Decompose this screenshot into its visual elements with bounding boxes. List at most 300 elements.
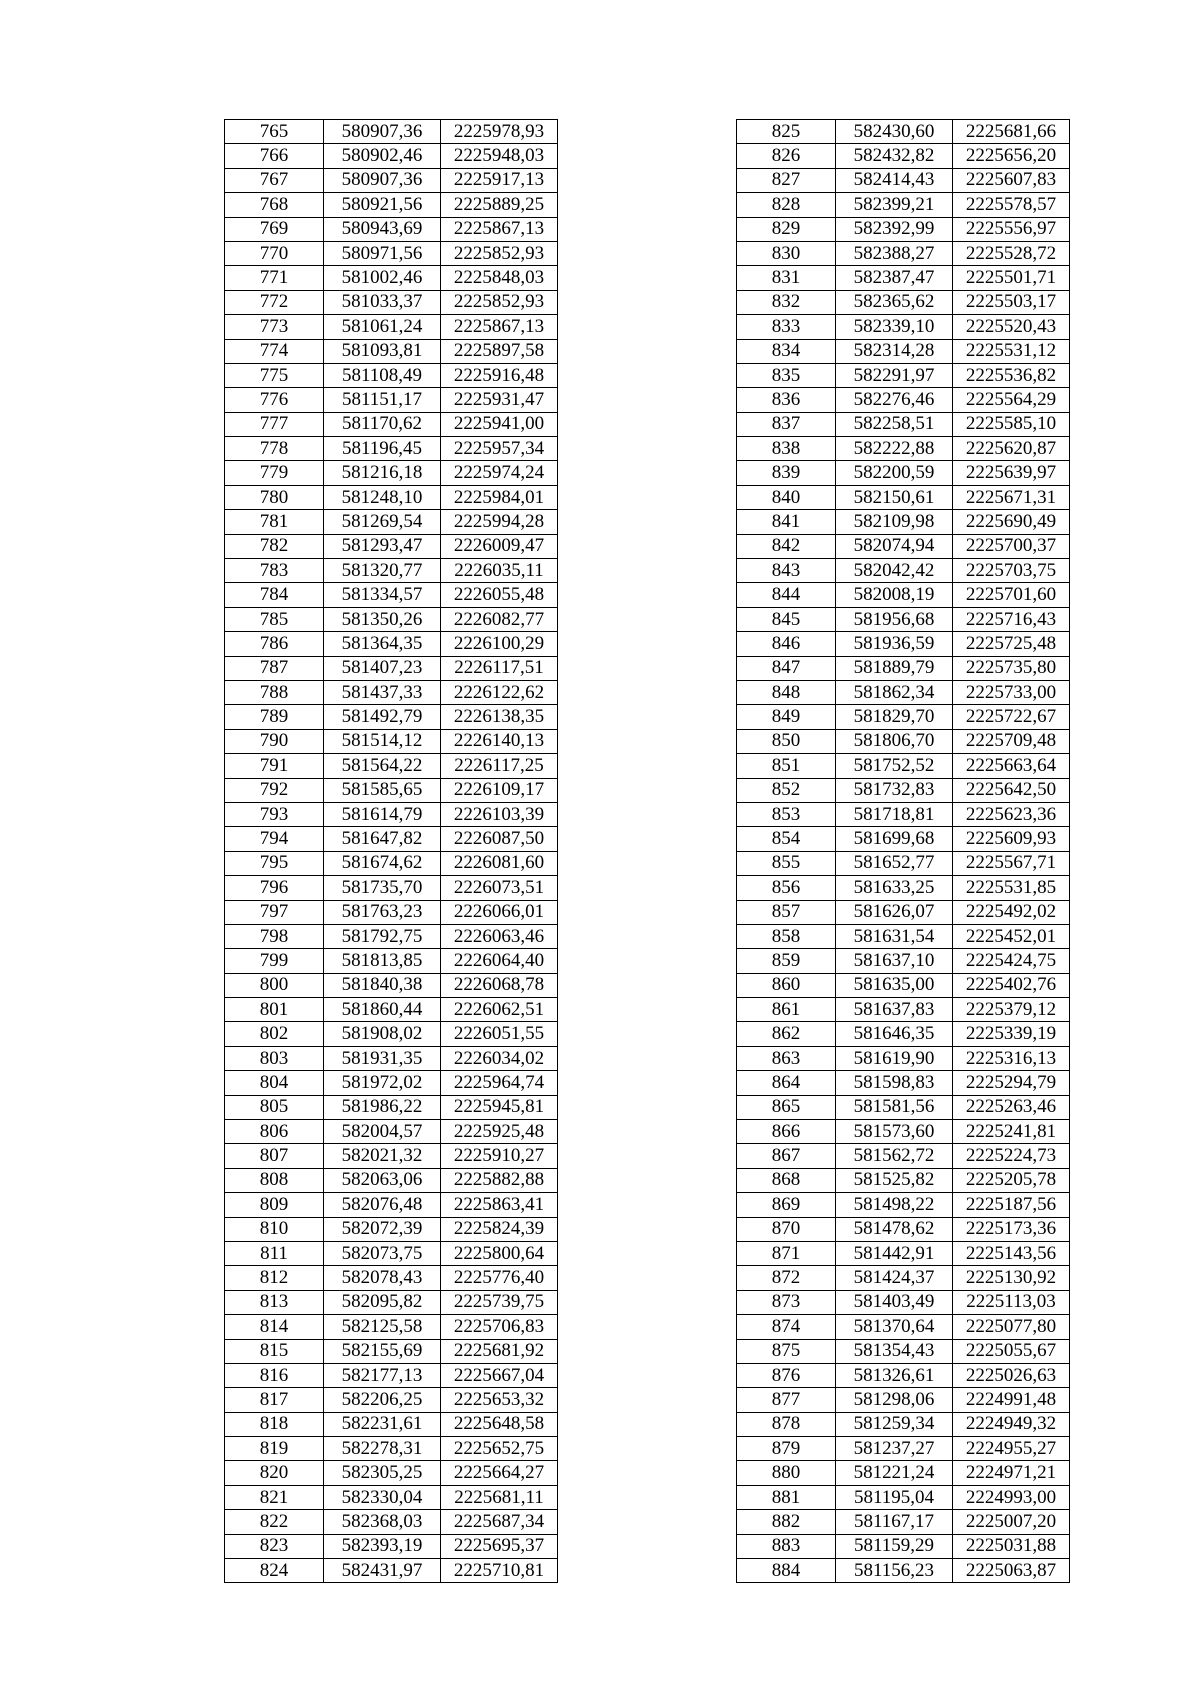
table-row (737, 827, 1070, 851)
x-coordinate-cell: 581151,17 (324, 388, 441, 412)
x-coordinate-cell: 582276,46 (836, 388, 953, 412)
point-number-cell: 840 (737, 485, 836, 509)
x-coordinate-cell: 581269,54 (324, 510, 441, 534)
table-row (225, 339, 558, 363)
y-coordinate-cell: 2225653,32 (441, 1388, 558, 1412)
x-coordinate-cell: 581806,70 (836, 729, 953, 753)
table-row (225, 900, 558, 924)
point-number-cell: 878 (737, 1412, 836, 1436)
x-coordinate-cell: 581619,90 (836, 1046, 953, 1070)
y-coordinate-cell: 2225639,97 (953, 461, 1070, 485)
y-coordinate-cell: 2224955,27 (953, 1437, 1070, 1461)
point-number-cell: 832 (737, 290, 836, 314)
y-coordinate-cell: 2225945,81 (441, 1095, 558, 1119)
table-row (737, 559, 1070, 583)
x-coordinate-cell: 581637,83 (836, 998, 953, 1022)
table-row (737, 1339, 1070, 1363)
y-coordinate-cell: 2225143,56 (953, 1241, 1070, 1265)
table-row (737, 1046, 1070, 1070)
point-number-cell: 828 (737, 193, 836, 217)
table-row (225, 583, 558, 607)
table-row (225, 1437, 558, 1461)
x-coordinate-cell: 582073,75 (324, 1241, 441, 1265)
point-number-cell: 826 (737, 144, 836, 168)
table-row (225, 754, 558, 778)
x-coordinate-cell: 581293,47 (324, 534, 441, 558)
point-number-cell: 787 (225, 656, 324, 680)
x-coordinate-cell: 582365,62 (836, 290, 953, 314)
point-number-cell: 778 (225, 437, 324, 461)
table-row (225, 266, 558, 290)
point-number-cell: 788 (225, 680, 324, 704)
point-number-cell: 874 (737, 1315, 836, 1339)
table-row (737, 339, 1070, 363)
table-row (225, 1363, 558, 1387)
point-number-cell: 884 (737, 1559, 836, 1583)
table-row (225, 1412, 558, 1436)
point-number-cell: 801 (225, 998, 324, 1022)
table-row (737, 217, 1070, 241)
y-coordinate-cell: 2225316,13 (953, 1046, 1070, 1070)
point-number-cell: 839 (737, 461, 836, 485)
x-coordinate-cell: 581829,70 (836, 705, 953, 729)
table-row (737, 315, 1070, 339)
table-row (737, 778, 1070, 802)
x-coordinate-cell: 581732,83 (836, 778, 953, 802)
table-row (737, 607, 1070, 631)
table-row (225, 778, 558, 802)
table-row (225, 1071, 558, 1095)
point-number-cell: 872 (737, 1266, 836, 1290)
y-coordinate-cell: 2225867,13 (441, 315, 558, 339)
table-row (225, 1120, 558, 1144)
x-coordinate-cell: 581633,25 (836, 876, 953, 900)
y-coordinate-cell: 2225701,60 (953, 583, 1070, 607)
point-number-cell: 842 (737, 534, 836, 558)
x-coordinate-cell: 581735,70 (324, 876, 441, 900)
table-row (737, 1022, 1070, 1046)
coordinates-table-right (736, 119, 1070, 1583)
point-number-cell: 769 (225, 217, 324, 241)
point-number-cell: 821 (225, 1485, 324, 1509)
x-coordinate-cell: 582109,98 (836, 510, 953, 534)
x-coordinate-cell: 581514,12 (324, 729, 441, 753)
point-number-cell: 846 (737, 632, 836, 656)
y-coordinate-cell: 2225667,04 (441, 1363, 558, 1387)
x-coordinate-cell: 582150,61 (836, 485, 953, 509)
y-coordinate-cell: 2225503,17 (953, 290, 1070, 314)
y-coordinate-cell: 2225889,25 (441, 193, 558, 217)
y-coordinate-cell: 2225725,48 (953, 632, 1070, 656)
y-coordinate-cell: 2225173,36 (953, 1217, 1070, 1241)
y-coordinate-cell: 2225776,40 (441, 1266, 558, 1290)
point-number-cell: 814 (225, 1315, 324, 1339)
x-coordinate-cell: 581033,37 (324, 290, 441, 314)
y-coordinate-cell: 2225984,01 (441, 485, 558, 509)
x-coordinate-cell: 582021,32 (324, 1144, 441, 1168)
point-number-cell: 830 (737, 241, 836, 265)
table-row (225, 120, 558, 144)
point-number-cell: 847 (737, 656, 836, 680)
x-coordinate-cell: 581156,23 (836, 1559, 953, 1583)
table-row (737, 1144, 1070, 1168)
table-row (225, 876, 558, 900)
point-number-cell: 837 (737, 412, 836, 436)
x-coordinate-cell: 582305,25 (324, 1461, 441, 1485)
y-coordinate-cell: 2225564,29 (953, 388, 1070, 412)
table-row (225, 315, 558, 339)
point-number-cell: 848 (737, 680, 836, 704)
y-coordinate-cell: 2225687,34 (441, 1510, 558, 1534)
table-row (225, 437, 558, 461)
point-number-cell: 783 (225, 559, 324, 583)
table-row (737, 1363, 1070, 1387)
y-coordinate-cell: 2226063,46 (441, 924, 558, 948)
table-row (737, 1217, 1070, 1241)
y-coordinate-cell: 2225848,03 (441, 266, 558, 290)
point-number-cell: 817 (225, 1388, 324, 1412)
y-coordinate-cell: 2225690,49 (953, 510, 1070, 534)
x-coordinate-cell: 581002,46 (324, 266, 441, 290)
x-coordinate-cell: 581631,54 (836, 924, 953, 948)
table-row (737, 924, 1070, 948)
y-coordinate-cell: 2225681,66 (953, 120, 1070, 144)
table-row (737, 1534, 1070, 1558)
x-coordinate-cell: 581647,82 (324, 827, 441, 851)
x-coordinate-cell: 582314,28 (836, 339, 953, 363)
table-row (225, 1290, 558, 1314)
table-row (225, 193, 558, 217)
table-row (737, 949, 1070, 973)
x-coordinate-cell: 581840,38 (324, 973, 441, 997)
x-coordinate-cell: 581170,62 (324, 412, 441, 436)
x-coordinate-cell: 581972,02 (324, 1071, 441, 1095)
table-row (225, 1534, 558, 1558)
x-coordinate-cell: 582155,69 (324, 1339, 441, 1363)
table-row (225, 851, 558, 875)
table-row (737, 120, 1070, 144)
point-number-cell: 781 (225, 510, 324, 534)
x-coordinate-cell: 582431,97 (324, 1559, 441, 1583)
table-row (737, 998, 1070, 1022)
table-row (737, 656, 1070, 680)
x-coordinate-cell: 581564,22 (324, 754, 441, 778)
table-row (737, 193, 1070, 217)
x-coordinate-cell: 581108,49 (324, 363, 441, 387)
table-row (737, 1388, 1070, 1412)
point-number-cell: 798 (225, 924, 324, 948)
y-coordinate-cell: 2225652,75 (441, 1437, 558, 1461)
point-number-cell: 795 (225, 851, 324, 875)
x-coordinate-cell: 581908,02 (324, 1022, 441, 1046)
point-number-cell: 861 (737, 998, 836, 1022)
x-coordinate-cell: 581813,85 (324, 949, 441, 973)
y-coordinate-cell: 2225623,36 (953, 802, 1070, 826)
point-number-cell: 820 (225, 1461, 324, 1485)
table-row (225, 1144, 558, 1168)
y-coordinate-cell: 2225964,74 (441, 1071, 558, 1095)
y-coordinate-cell: 2225620,87 (953, 437, 1070, 461)
x-coordinate-cell: 581573,60 (836, 1120, 953, 1144)
y-coordinate-cell: 2225957,34 (441, 437, 558, 461)
table-row (225, 656, 558, 680)
y-coordinate-cell: 2225994,28 (441, 510, 558, 534)
point-number-cell: 876 (737, 1363, 836, 1387)
point-number-cell: 816 (225, 1363, 324, 1387)
point-number-cell: 777 (225, 412, 324, 436)
table-row (225, 632, 558, 656)
table-row (225, 1510, 558, 1534)
table-row (225, 217, 558, 241)
x-coordinate-cell: 581237,27 (836, 1437, 953, 1461)
x-coordinate-cell: 581718,81 (836, 802, 953, 826)
y-coordinate-cell: 2225609,93 (953, 827, 1070, 851)
point-number-cell: 792 (225, 778, 324, 802)
point-number-cell: 859 (737, 949, 836, 973)
y-coordinate-cell: 2225931,47 (441, 388, 558, 412)
point-number-cell: 836 (737, 388, 836, 412)
point-number-cell: 780 (225, 485, 324, 509)
table-row (225, 680, 558, 704)
x-coordinate-cell: 581492,79 (324, 705, 441, 729)
point-number-cell: 799 (225, 949, 324, 973)
y-coordinate-cell: 2225452,01 (953, 924, 1070, 948)
x-coordinate-cell: 582042,42 (836, 559, 953, 583)
x-coordinate-cell: 581936,59 (836, 632, 953, 656)
x-coordinate-cell: 581674,62 (324, 851, 441, 875)
point-number-cell: 813 (225, 1290, 324, 1314)
table-row (737, 168, 1070, 192)
table-row (225, 290, 558, 314)
y-coordinate-cell: 2225224,73 (953, 1144, 1070, 1168)
table-row (737, 802, 1070, 826)
x-coordinate-cell: 582072,39 (324, 1217, 441, 1241)
table-row (225, 1193, 558, 1217)
y-coordinate-cell: 2225492,02 (953, 900, 1070, 924)
table-row (737, 754, 1070, 778)
point-number-cell: 867 (737, 1144, 836, 1168)
point-number-cell: 845 (737, 607, 836, 631)
y-coordinate-cell: 2225916,48 (441, 363, 558, 387)
x-coordinate-cell: 581326,61 (836, 1363, 953, 1387)
x-coordinate-cell: 581862,34 (836, 680, 953, 704)
y-coordinate-cell: 2225031,88 (953, 1534, 1070, 1558)
x-coordinate-cell: 581626,07 (836, 900, 953, 924)
y-coordinate-cell: 2225263,46 (953, 1095, 1070, 1119)
table-row (737, 144, 1070, 168)
table-row (225, 534, 558, 558)
x-coordinate-cell: 581370,64 (836, 1315, 953, 1339)
x-coordinate-cell: 581259,34 (836, 1412, 953, 1436)
point-number-cell: 873 (737, 1290, 836, 1314)
table-row (737, 1412, 1070, 1436)
point-number-cell: 855 (737, 851, 836, 875)
x-coordinate-cell: 581298,06 (836, 1388, 953, 1412)
x-coordinate-cell: 581407,23 (324, 656, 441, 680)
y-coordinate-cell: 2224971,21 (953, 1461, 1070, 1485)
x-coordinate-cell: 582206,25 (324, 1388, 441, 1412)
x-coordinate-cell: 582291,97 (836, 363, 953, 387)
x-coordinate-cell: 581614,79 (324, 802, 441, 826)
y-coordinate-cell: 2225642,50 (953, 778, 1070, 802)
y-coordinate-cell: 2225941,00 (441, 412, 558, 436)
y-coordinate-cell: 2226034,02 (441, 1046, 558, 1070)
table-row (225, 1168, 558, 1192)
coordinates-table-left (224, 119, 558, 1583)
point-number-cell: 833 (737, 315, 836, 339)
y-coordinate-cell: 2226081,60 (441, 851, 558, 875)
x-coordinate-cell: 582339,10 (836, 315, 953, 339)
y-coordinate-cell: 2225925,48 (441, 1120, 558, 1144)
table-row (737, 266, 1070, 290)
x-coordinate-cell: 581860,44 (324, 998, 441, 1022)
x-coordinate-cell: 582399,21 (836, 193, 953, 217)
y-coordinate-cell: 2226051,55 (441, 1022, 558, 1046)
table-row (737, 1559, 1070, 1583)
y-coordinate-cell: 2226009,47 (441, 534, 558, 558)
table-row (737, 1120, 1070, 1144)
table-row (225, 1241, 558, 1265)
y-coordinate-cell: 2226103,39 (441, 802, 558, 826)
point-number-cell: 883 (737, 1534, 836, 1558)
point-number-cell: 776 (225, 388, 324, 412)
table-row (737, 1510, 1070, 1534)
x-coordinate-cell: 582393,19 (324, 1534, 441, 1558)
y-coordinate-cell: 2226087,50 (441, 827, 558, 851)
y-coordinate-cell: 2225733,00 (953, 680, 1070, 704)
x-coordinate-cell: 581159,29 (836, 1534, 953, 1558)
table-row (737, 290, 1070, 314)
x-coordinate-cell: 581248,10 (324, 485, 441, 509)
y-coordinate-cell: 2224949,32 (953, 1412, 1070, 1436)
y-coordinate-cell: 2225648,58 (441, 1412, 558, 1436)
table-row (737, 241, 1070, 265)
x-coordinate-cell: 582278,31 (324, 1437, 441, 1461)
table-row (225, 1095, 558, 1119)
x-coordinate-cell: 580907,36 (324, 120, 441, 144)
table-row (737, 388, 1070, 412)
x-coordinate-cell: 582387,47 (836, 266, 953, 290)
y-coordinate-cell: 2225974,24 (441, 461, 558, 485)
y-coordinate-cell: 2225531,85 (953, 876, 1070, 900)
point-number-cell: 850 (737, 729, 836, 753)
y-coordinate-cell: 2225695,37 (441, 1534, 558, 1558)
table-row (737, 1461, 1070, 1485)
point-number-cell: 838 (737, 437, 836, 461)
point-number-cell: 819 (225, 1437, 324, 1461)
point-number-cell: 822 (225, 1510, 324, 1534)
y-coordinate-cell: 2225656,20 (953, 144, 1070, 168)
point-number-cell: 875 (737, 1339, 836, 1363)
point-number-cell: 794 (225, 827, 324, 851)
y-coordinate-cell: 2225852,93 (441, 290, 558, 314)
x-coordinate-cell: 581093,81 (324, 339, 441, 363)
x-coordinate-cell: 582008,19 (836, 583, 953, 607)
y-coordinate-cell: 2226100,29 (441, 632, 558, 656)
table-row (225, 485, 558, 509)
x-coordinate-cell: 581637,10 (836, 949, 953, 973)
point-number-cell: 851 (737, 754, 836, 778)
x-coordinate-cell: 580971,56 (324, 241, 441, 265)
point-number-cell: 825 (737, 120, 836, 144)
y-coordinate-cell: 2226073,51 (441, 876, 558, 900)
point-number-cell: 768 (225, 193, 324, 217)
y-coordinate-cell: 2225703,75 (953, 559, 1070, 583)
table-row (737, 705, 1070, 729)
table-row (225, 559, 558, 583)
point-number-cell: 843 (737, 559, 836, 583)
x-coordinate-cell: 581652,77 (836, 851, 953, 875)
table-row (225, 924, 558, 948)
x-coordinate-cell: 581437,33 (324, 680, 441, 704)
y-coordinate-cell: 2225578,57 (953, 193, 1070, 217)
table-row (225, 973, 558, 997)
y-coordinate-cell: 2224991,48 (953, 1388, 1070, 1412)
y-coordinate-cell: 2225897,58 (441, 339, 558, 363)
y-coordinate-cell: 2226064,40 (441, 949, 558, 973)
x-coordinate-cell: 582368,03 (324, 1510, 441, 1534)
y-coordinate-cell: 2225294,79 (953, 1071, 1070, 1095)
x-coordinate-cell: 582078,43 (324, 1266, 441, 1290)
y-coordinate-cell: 2225722,67 (953, 705, 1070, 729)
x-coordinate-cell: 580921,56 (324, 193, 441, 217)
y-coordinate-cell: 2225800,64 (441, 1241, 558, 1265)
x-coordinate-cell: 582258,51 (836, 412, 953, 436)
y-coordinate-cell: 2225063,87 (953, 1559, 1070, 1583)
point-number-cell: 829 (737, 217, 836, 241)
x-coordinate-cell: 580943,69 (324, 217, 441, 241)
table-row (225, 1217, 558, 1241)
point-number-cell: 857 (737, 900, 836, 924)
y-coordinate-cell: 2226055,48 (441, 583, 558, 607)
y-coordinate-cell: 2225882,88 (441, 1168, 558, 1192)
y-coordinate-cell: 2226082,77 (441, 607, 558, 631)
x-coordinate-cell: 581424,37 (836, 1266, 953, 1290)
table-row (737, 900, 1070, 924)
y-coordinate-cell: 2225528,72 (953, 241, 1070, 265)
x-coordinate-cell: 581334,57 (324, 583, 441, 607)
y-coordinate-cell: 2225607,83 (953, 168, 1070, 192)
x-coordinate-cell: 582177,13 (324, 1363, 441, 1387)
y-coordinate-cell: 2225852,93 (441, 241, 558, 265)
y-coordinate-cell: 2225007,20 (953, 1510, 1070, 1534)
y-coordinate-cell: 2225716,43 (953, 607, 1070, 631)
y-coordinate-cell: 2225700,37 (953, 534, 1070, 558)
table-row (737, 1485, 1070, 1509)
point-number-cell: 806 (225, 1120, 324, 1144)
table-row (225, 1315, 558, 1339)
point-number-cell: 800 (225, 973, 324, 997)
table-row (225, 168, 558, 192)
point-number-cell: 844 (737, 583, 836, 607)
table-row (737, 680, 1070, 704)
point-number-cell: 779 (225, 461, 324, 485)
table-row (225, 388, 558, 412)
table-row (737, 1071, 1070, 1095)
x-coordinate-cell: 582222,88 (836, 437, 953, 461)
x-coordinate-cell: 581442,91 (836, 1241, 953, 1265)
point-number-cell: 849 (737, 705, 836, 729)
point-number-cell: 882 (737, 1510, 836, 1534)
point-number-cell: 782 (225, 534, 324, 558)
x-coordinate-cell: 581986,22 (324, 1095, 441, 1119)
point-number-cell: 824 (225, 1559, 324, 1583)
x-coordinate-cell: 581956,68 (836, 607, 953, 631)
table-row (225, 241, 558, 265)
point-number-cell: 765 (225, 120, 324, 144)
y-coordinate-cell: 2226066,01 (441, 900, 558, 924)
y-coordinate-cell: 2225567,71 (953, 851, 1070, 875)
